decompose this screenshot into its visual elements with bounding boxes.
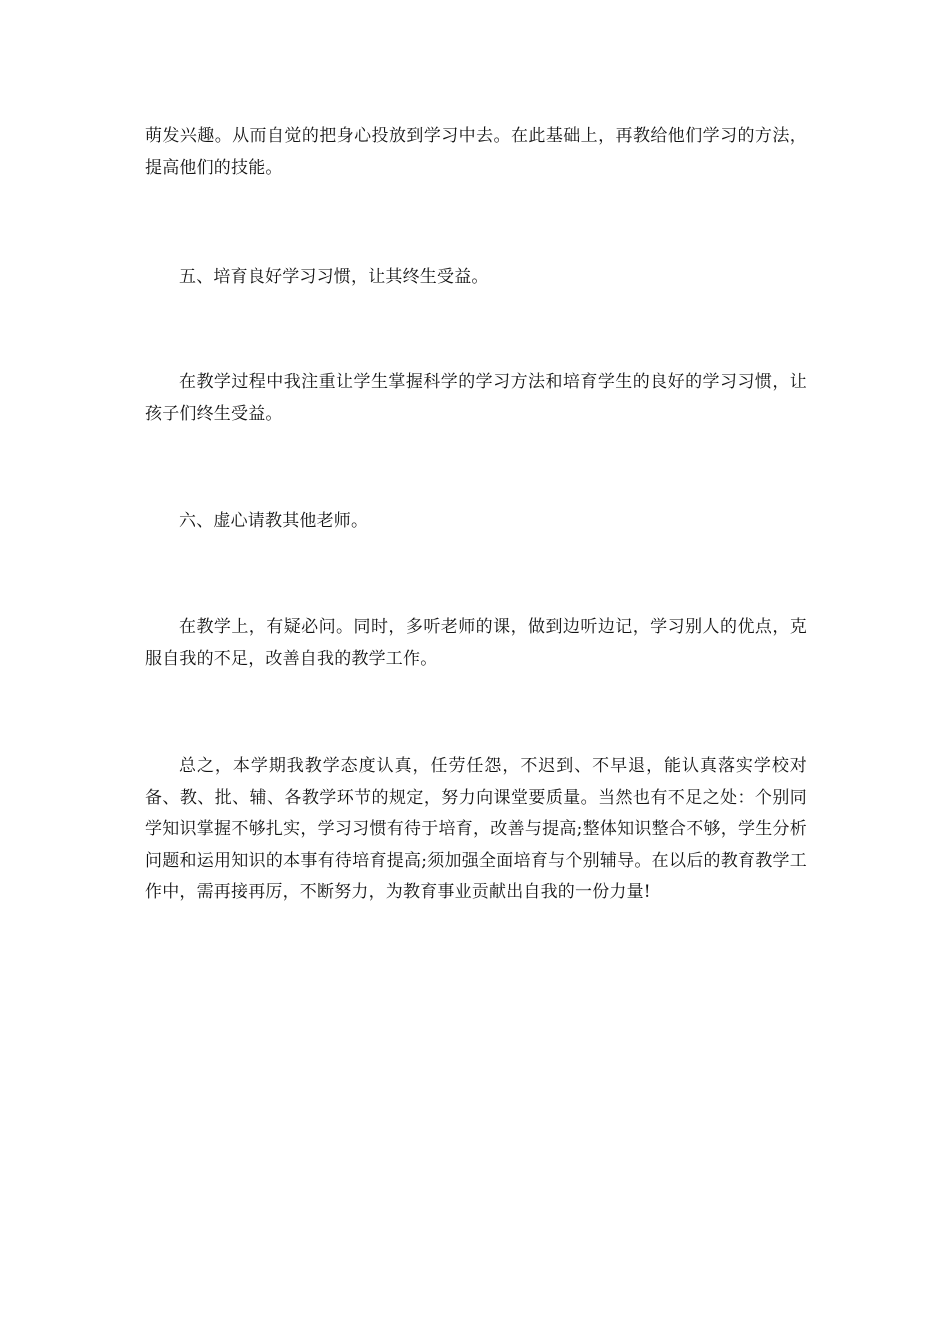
paragraph-consult: 在教学上，有疑必问。同时，多听老师的课，做到边听边记，学习别人的优点，克服自我的不足，改善自我的教学工作。 — [145, 617, 807, 669]
paragraph-summary: 总之，本学期我教学态度认真，任劳任怨，不迟到、不早退，能认真落实学校对备、教、批、辅、各教学环节的规定，努力向课堂要质量。当然也有不足之处：个别同学知识掌握不够扎实，学习习惯有待于培育，改善与提高;整体知识整合不够，学生分析问题和运用知识的本事有待培育提高;须加强全面培育与个别辅导。在以后的教育教学工作中，需再接再厉，不断努力，为教育事业贡献出自我的一份力量! — [145, 756, 807, 903]
paragraph-continuation: 萌发兴趣。从而自觉的把身心投放到学习中去。在此基础上，再教给他们学习的方法，提高他们的技能。 — [145, 126, 807, 178]
section-heading-six: 六、虚心请教其他老师。 — [179, 511, 369, 531]
section-heading-five: 五、培育良好学习习惯，让其终生受益。 — [179, 267, 489, 287]
paragraph-habits: 在教学过程中我注重让学生掌握科学的学习方法和培育学生的良好的学习习惯，让孩子们终生受益。 — [145, 372, 807, 424]
